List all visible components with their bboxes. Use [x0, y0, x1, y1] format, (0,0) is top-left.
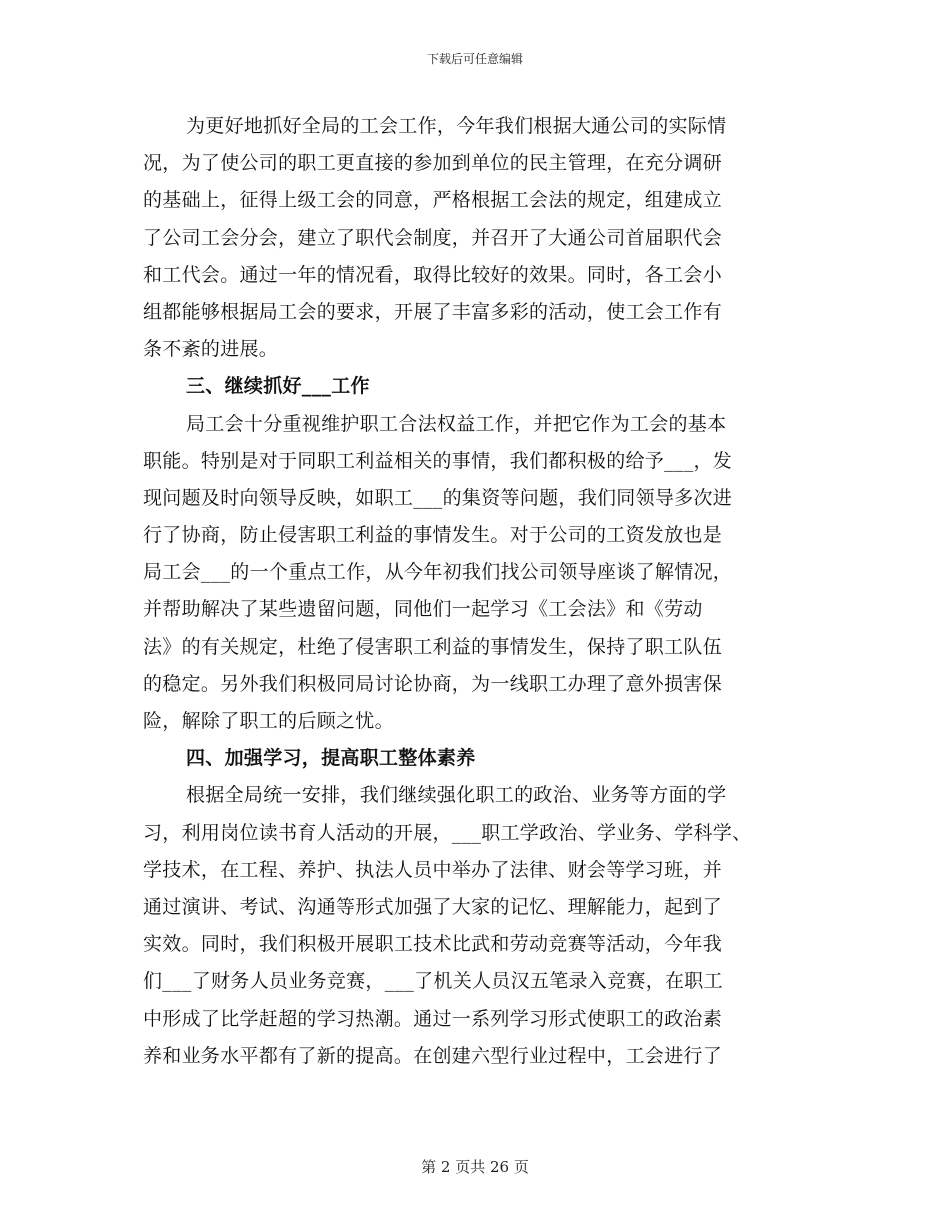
text-line: 行了协商，防止侵害职工利益的事情发生。对于公司的工资发放也是 — [143, 524, 723, 547]
text-line: 通过演讲、考试、沟通等形式加强了大家的记忆、理解能力，起到了 — [143, 895, 723, 918]
text-line: 中形成了比学赶超的学习热潮。通过一系列学习形式使职工的政治素 — [143, 1007, 723, 1030]
text-line: 况，为了使公司的职工更直接的参加到单位的民主管理，在充分调研 — [143, 152, 723, 175]
text-line: 的稳定。另外我们积极同局讨论协商，为一线职工办理了意外损害保 — [143, 672, 723, 695]
text-line: 职能。特别是对于同职工利益相关的事情，我们都积极的给予___，发 — [143, 449, 733, 472]
text-line: 学技术，在工程、养护、执法人员中举办了法律、财会等学习班，并 — [143, 858, 723, 881]
text-line: 局工会___的一个重点工作，从今年初我们找公司领导座谈了解情况， — [143, 561, 733, 584]
section-heading: 四、加强学习，提高职工整体素养 — [186, 747, 476, 770]
text-line: 条不紊的进展。 — [143, 338, 279, 361]
text-line: 的基础上，征得上级工会的同意，严格根据工会法的规定，组建成立 — [143, 189, 723, 212]
text-line: 们___了财务人员业务竞赛，___了机关人员汉五笔录入竞赛，在职工 — [143, 970, 723, 993]
text-line: 根据全局统一安排，我们继续强化职工的政治、业务等方面的学 — [186, 784, 727, 807]
document-body — [143, 108, 815, 1075]
page-footer: 第 2 页共 26 页 — [421, 1158, 529, 1176]
text-line: 养和业务水平都有了新的提高。在创建六型行业过程中，工会进行了 — [143, 1044, 723, 1067]
page-header: 下载后可任意编辑 — [426, 52, 523, 66]
text-line: 实效。同时，我们积极开展职工技术比武和劳动竞赛等活动，今年我 — [143, 933, 723, 956]
text-line: 法》的有关规定，杜绝了侵害职工利益的事情发生，保持了职工队伍 — [143, 635, 723, 658]
text-line: 组都能够根据局工会的要求，开展了丰富多彩的活动，使工会工作有 — [143, 300, 723, 323]
text-line: 习，利用岗位读书育人活动的开展，___职工学政治、学业务、学科学、 — [143, 821, 752, 844]
section-heading: 三、继续抓好___工作 — [186, 375, 370, 398]
text-line: 并帮助解决了某些遗留问题，同他们一起学习《工会法》和《劳动 — [143, 598, 703, 621]
text-line: 了公司工会分会，建立了职代会制度，并召开了大通公司首届职代会 — [143, 226, 723, 249]
text-line: 和工代会。通过一年的情况看，取得比较好的效果。同时，各工会小 — [143, 263, 723, 286]
text-line: 为更好地抓好全局的工会工作，今年我们根据大通公司的实际情 — [186, 115, 727, 137]
text-line: 险，解除了职工的后顾之忧。 — [143, 710, 394, 732]
text-line: 现问题及时向领导反映，如职工___的集资等问题，我们同领导多次进 — [143, 486, 733, 509]
text-line: 局工会十分重视维护职工合法权益工作，并把它作为工会的基本 — [186, 412, 727, 435]
